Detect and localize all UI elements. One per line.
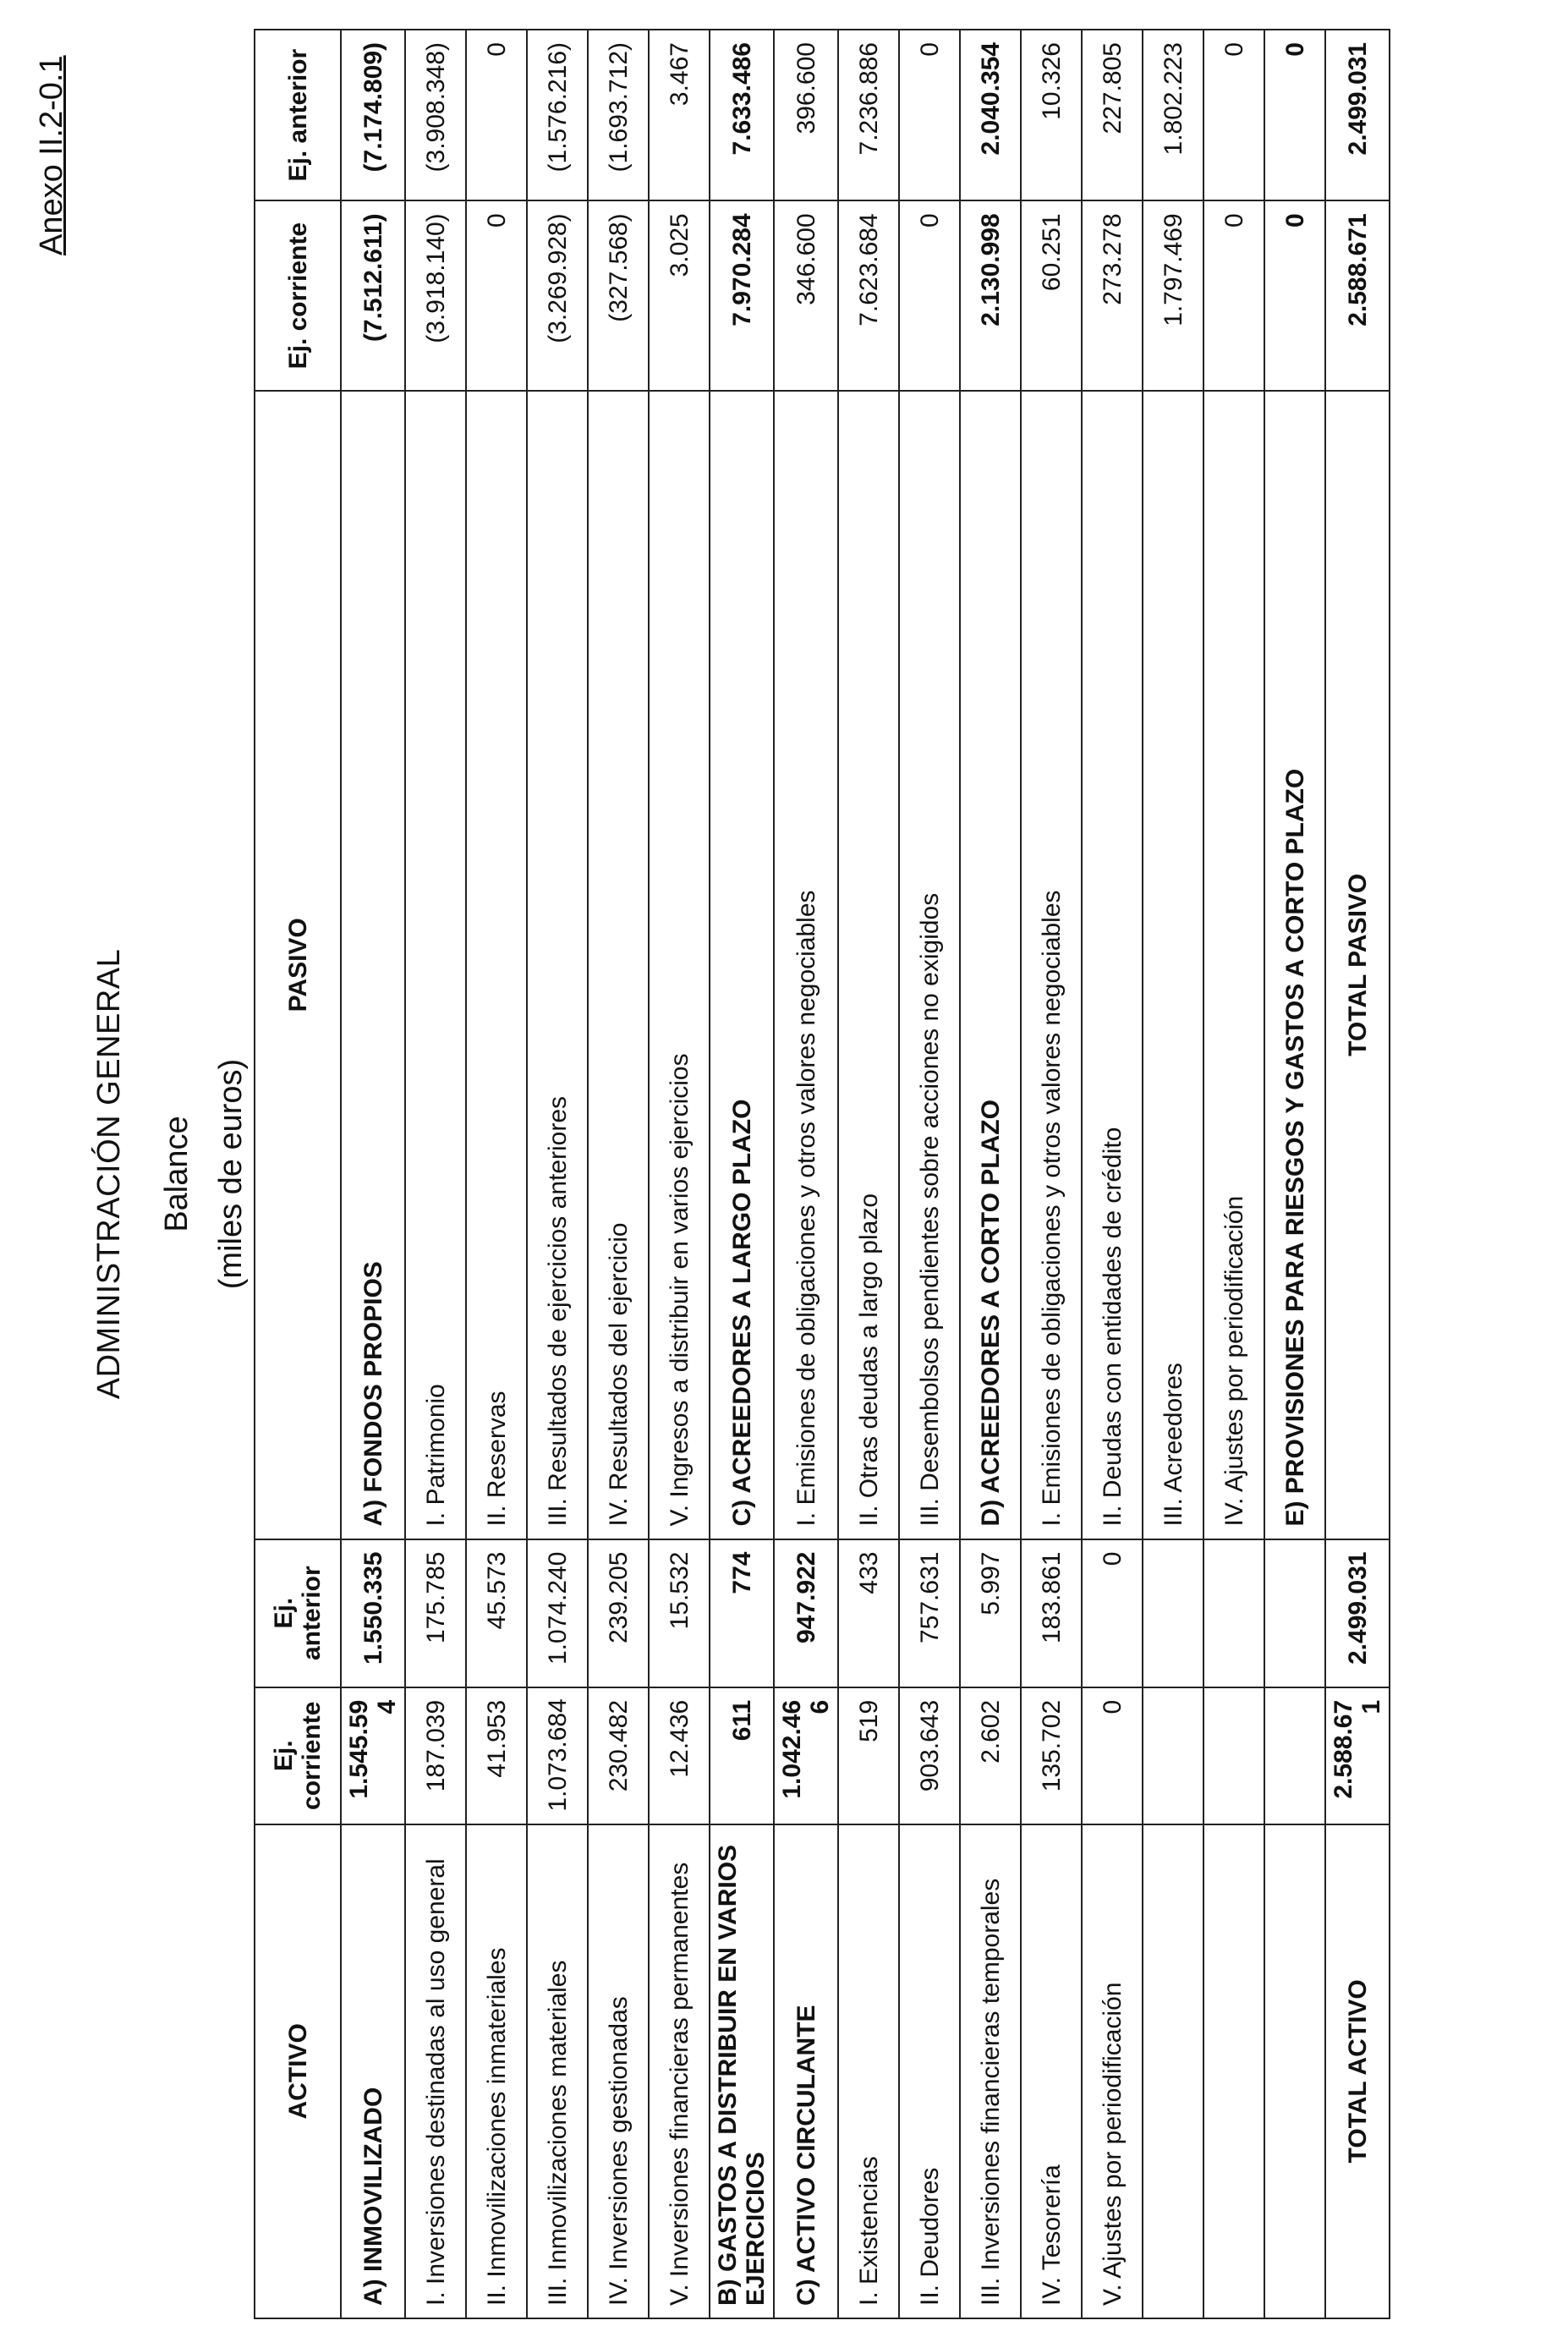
pasivo-label: I. Emisiones de obligaciones y otros valores negociables — [774, 391, 838, 1539]
pasivo-previous-value: (3.908.348) — [405, 30, 466, 200]
table-row — [588, 30, 649, 2318]
pasivo-previous-value: 2.040.354 — [960, 30, 1021, 200]
activo-label — [1264, 1824, 1325, 2318]
total-activo-label: TOTAL ACTIVO — [1325, 1824, 1390, 2318]
pasivo-label: III. Resultados de ejercicios anteriores — [527, 391, 588, 1539]
total-activo-previous: 2.499.031 — [1325, 1539, 1390, 1687]
pasivo-label: C) ACREEDORES A LARGO PLAZO — [710, 391, 774, 1539]
pasivo-current-value: 2.130.998 — [960, 200, 1021, 391]
activo-previous-value: 1.550.335 — [341, 1539, 405, 1687]
total-pasivo-current: 2.588.671 — [1325, 200, 1390, 391]
activo-label: I. Existencias — [838, 1824, 899, 2318]
pasivo-current-value: 1.797.469 — [1143, 200, 1203, 391]
activo-label — [1203, 1824, 1264, 2318]
pasivo-current-value: 7.623.684 — [838, 200, 899, 391]
balance-body — [341, 30, 1325, 2318]
table-row — [1143, 30, 1203, 2318]
pasivo-label: V. Ingresos a distribuir en varios ejercicios — [649, 391, 710, 1539]
pasivo-previous-value: 227.805 — [1082, 30, 1143, 200]
table-header-row — [255, 30, 341, 2318]
pasivo-previous-value: (7.174.809) — [341, 30, 405, 200]
total-pasivo-label: TOTAL PASIVO — [1325, 391, 1390, 1539]
pasivo-current-year-header: Ej. corriente — [255, 200, 341, 391]
pasivo-previous-value: 0 — [899, 30, 960, 200]
activo-current-value: 135.702 — [1021, 1687, 1082, 1824]
table-row — [899, 30, 960, 2318]
activo-label: A) INMOVILIZADO — [341, 1824, 405, 2318]
activo-current-value — [1203, 1687, 1264, 1824]
pasivo-label: II. Otras deudas a largo plazo — [838, 391, 899, 1539]
total-pasivo-previous: 2.499.031 — [1325, 30, 1390, 200]
table-row — [774, 30, 838, 2318]
pasivo-previous-value: (1.693.712) — [588, 30, 649, 200]
activo-current-value: 187.039 — [405, 1687, 466, 1824]
activo-previous-value — [1264, 1539, 1325, 1687]
activo-current-value: 12.436 — [649, 1687, 710, 1824]
pasivo-header: PASIVO — [255, 391, 341, 1539]
annex-reference: Anexo II.2-0.1 — [34, 55, 69, 255]
table-row — [710, 30, 774, 2318]
pasivo-current-value: 0 — [466, 200, 527, 391]
activo-label: V. Inversiones financieras permanentes — [649, 1824, 710, 2318]
pasivo-current-value: (327.568) — [588, 200, 649, 391]
pasivo-current-value: (3.269.928) — [527, 200, 588, 391]
total-activo-current: 2.588.671 — [1325, 1687, 1390, 1824]
pasivo-label: E) PROVISIONES PARA RIESGOS Y GASTOS A CORTO PLAZO — [1264, 391, 1325, 1539]
table-row — [960, 30, 1021, 2318]
pasivo-previous-value: 7.633.486 — [710, 30, 774, 200]
pasivo-previous-value: 0 — [466, 30, 527, 200]
activo-current-value: 903.643 — [899, 1687, 960, 1824]
activo-current-value: 611 — [710, 1687, 774, 1824]
activo-current-value: 1.073.684 — [527, 1687, 588, 1824]
activo-header: ACTIVO — [255, 1824, 341, 2318]
activo-previous-value: 183.861 — [1021, 1539, 1082, 1687]
table-row — [649, 30, 710, 2318]
page-title: ADMINISTRACIÓN GENERAL — [91, 948, 127, 1400]
pasivo-current-value: (7.512.611) — [341, 200, 405, 391]
activo-previous-value: 175.785 — [405, 1539, 466, 1687]
activo-current-value: 1.545.594 — [341, 1687, 405, 1824]
activo-label: V. Ajustes por periodificación — [1082, 1824, 1143, 2318]
pasivo-label: IV. Resultados del ejercicio — [588, 391, 649, 1539]
pasivo-label: III. Acreedores — [1143, 391, 1203, 1539]
pasivo-current-value: 0 — [899, 200, 960, 391]
table-row — [341, 30, 405, 2318]
table-row — [1264, 30, 1325, 2318]
pasivo-label: IV. Ajustes por periodificación — [1203, 391, 1264, 1539]
pasivo-previous-year-header: Ej. anterior — [255, 30, 341, 200]
activo-previous-value: 45.573 — [466, 1539, 527, 1687]
activo-label: II. Deudores — [899, 1824, 960, 2318]
table-row — [527, 30, 588, 2318]
activo-current-year-header: Ej. corriente — [255, 1687, 341, 1824]
activo-previous-value: 15.532 — [649, 1539, 710, 1687]
pasivo-label: D) ACREEDORES A CORTO PLAZO — [960, 391, 1021, 1539]
pasivo-previous-value: (1.576.216) — [527, 30, 588, 200]
activo-current-value: 41.953 — [466, 1687, 527, 1824]
activo-label: III. Inversiones financieras temporales — [960, 1824, 1021, 2318]
table-row — [838, 30, 899, 2318]
activo-previous-value: 239.205 — [588, 1539, 649, 1687]
activo-label — [1143, 1824, 1203, 2318]
pasivo-label: I. Patrimonio — [405, 391, 466, 1539]
table-row — [405, 30, 466, 2318]
pasivo-label: II. Deudas con entidades de crédito — [1082, 391, 1143, 1539]
activo-current-value: 0 — [1082, 1687, 1143, 1824]
pasivo-previous-value: 1.802.223 — [1143, 30, 1203, 200]
pasivo-label: II. Reservas — [466, 391, 527, 1539]
activo-previous-value: 757.631 — [899, 1539, 960, 1687]
balance-table — [254, 29, 1390, 2319]
activo-label: C) ACTIVO CIRCULANTE — [774, 1824, 838, 2318]
activo-previous-value — [1143, 1539, 1203, 1687]
pasivo-current-value: 346.600 — [774, 200, 838, 391]
activo-current-value: 2.602 — [960, 1687, 1021, 1824]
activo-current-value — [1264, 1687, 1325, 1824]
activo-label: B) GASTOS A DISTRIBUIR EN VARIOS EJERCICIOS — [710, 1824, 774, 2318]
pasivo-current-value: 0 — [1264, 200, 1325, 391]
activo-current-value — [1143, 1687, 1203, 1824]
page-subtitle: Balance — [159, 1116, 195, 1232]
activo-label: IV. Tesorería — [1021, 1824, 1082, 2318]
pasivo-label: III. Desembolsos pendientes sobre acciones no exigidos — [899, 391, 960, 1539]
activo-current-value: 1.042.466 — [774, 1687, 838, 1824]
pasivo-previous-value: 0 — [1264, 30, 1325, 200]
pasivo-previous-value: 0 — [1203, 30, 1264, 200]
activo-previous-value: 433 — [838, 1539, 899, 1687]
pasivo-label: I. Emisiones de obligaciones y otros valores negociables — [1021, 391, 1082, 1539]
pasivo-current-value: 0 — [1203, 200, 1264, 391]
activo-previous-value: 1.074.240 — [527, 1539, 588, 1687]
table-row — [1021, 30, 1082, 2318]
pasivo-current-value: 60.251 — [1021, 200, 1082, 391]
totals-row — [1325, 30, 1390, 2318]
table-row — [1082, 30, 1143, 2318]
pasivo-current-value: (3.918.140) — [405, 200, 466, 391]
activo-label: III. Inmovilizaciones materiales — [527, 1824, 588, 2318]
pasivo-previous-value: 10.326 — [1021, 30, 1082, 200]
activo-label: I. Inversiones destinadas al uso general — [405, 1824, 466, 2318]
units-note: (miles de euros) — [213, 1058, 249, 1290]
pasivo-current-value: 273.278 — [1082, 200, 1143, 391]
activo-previous-year-header: Ej. anterior — [255, 1539, 341, 1687]
activo-previous-value — [1203, 1539, 1264, 1687]
activo-previous-value: 0 — [1082, 1539, 1143, 1687]
activo-previous-value: 5.997 — [960, 1539, 1021, 1687]
activo-current-value: 519 — [838, 1687, 899, 1824]
pasivo-label: A) FONDOS PROPIOS — [341, 391, 405, 1539]
pasivo-previous-value: 396.600 — [774, 30, 838, 200]
pasivo-current-value: 3.025 — [649, 200, 710, 391]
pasivo-current-value: 7.970.284 — [710, 200, 774, 391]
pasivo-previous-value: 3.467 — [649, 30, 710, 200]
activo-previous-value: 774 — [710, 1539, 774, 1687]
activo-previous-value: 947.922 — [774, 1539, 838, 1687]
activo-label: II. Inmovilizaciones inmateriales — [466, 1824, 527, 2318]
pasivo-previous-value: 7.236.886 — [838, 30, 899, 200]
table-row — [1203, 30, 1264, 2318]
activo-current-value: 230.482 — [588, 1687, 649, 1824]
activo-label: IV. Inversiones gestionadas — [588, 1824, 649, 2318]
table-row — [466, 30, 527, 2318]
